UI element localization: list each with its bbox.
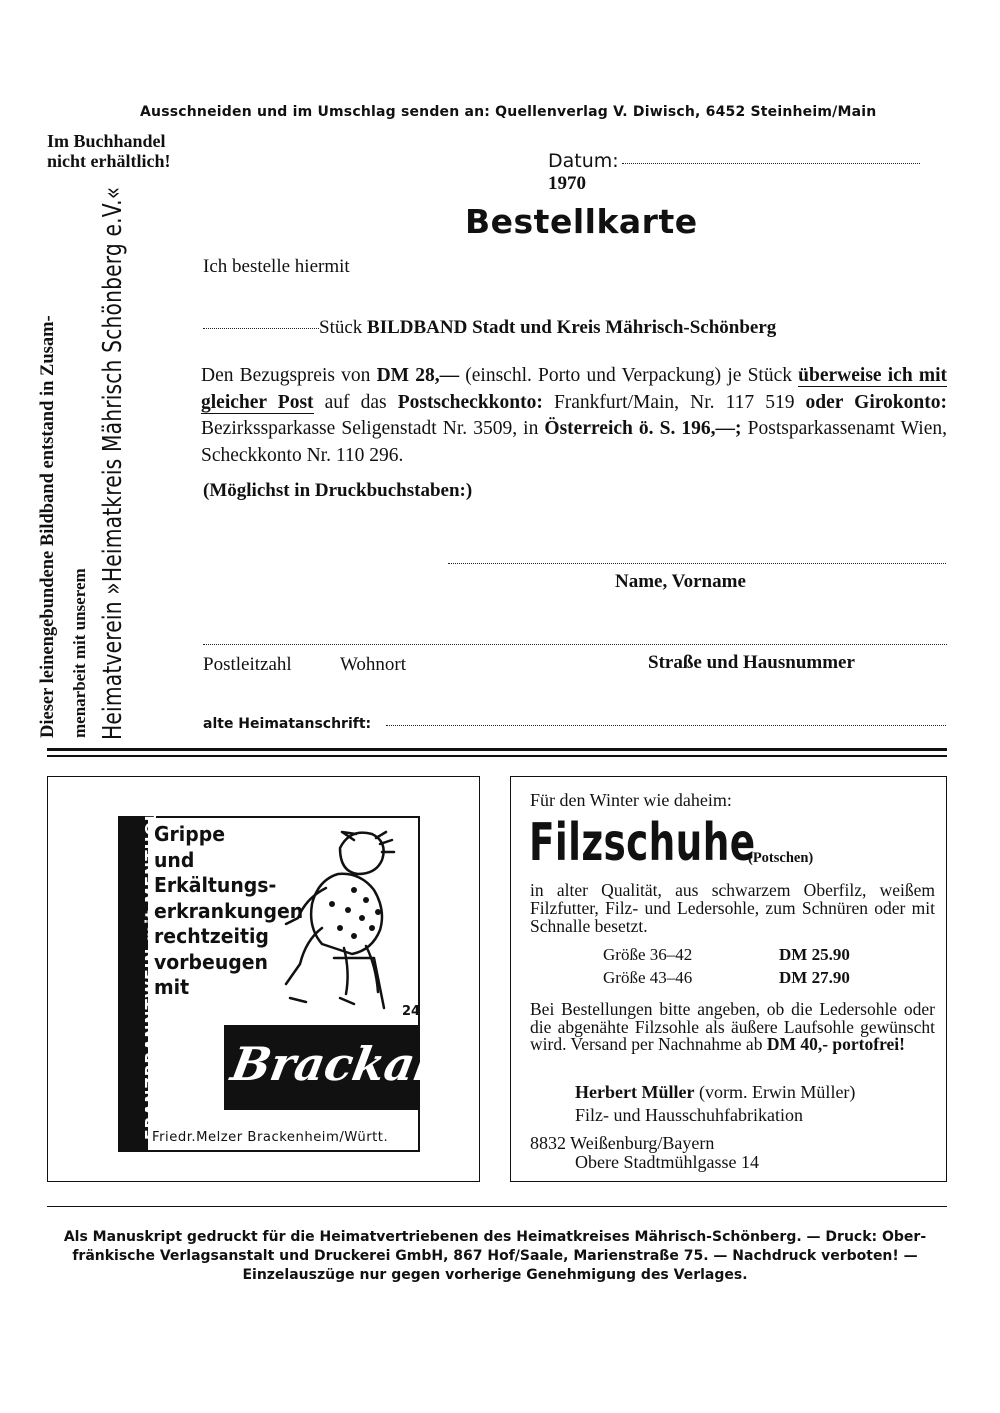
filzschuhe-ad [510,776,947,1182]
address-fill-line[interactable] [203,644,947,645]
name-label: Name, Vorname [615,571,746,592]
payment-text: Bezirkssparkasse Seligenstadt Nr. 3509, in [201,418,545,439]
quantity-line[interactable] [203,317,776,339]
price-2: DM 27.90 [779,968,850,987]
brackal-headline-line: Grippe [154,822,226,846]
payment-text: Den Bezugspreis von [201,365,377,386]
brackal-band-text: FRANZBRANNTWEIN mit MENTHOL [142,810,160,1140]
brackal-headline-line: erkrankungen [154,898,304,923]
giro-account-label: oder Girokonto: [805,391,947,413]
transfer-note: überweise ich mit gleicher Post [201,365,947,413]
not-available-line-2: nicht erhältlich! [47,151,171,171]
order-item: BILDBAND Stadt und Kreis Mährisch-Schönberg [367,317,777,338]
payment-text: auf das [313,391,398,413]
street-label: Straße und Hausnummer [648,652,855,673]
date-fill-line[interactable] [622,163,920,164]
payment-text: Frankfurt/Main, Nr. 117 519 [542,391,806,413]
filzschuhe-intro: Für den Winter wie daheim: [530,790,732,810]
free-shipping-note: DM 40,- portofrei! [766,1034,905,1054]
sick-person-illustration [270,818,420,1023]
footer-separator [47,1206,947,1207]
brackal-brand: Brackal [227,1037,437,1091]
print-hint: (Möglichst in Druckbuchstaben:) [203,480,473,501]
quantity-suffix: Stück [319,317,363,338]
name-fill-line[interactable] [448,563,946,564]
payment-text: (einschl. Porto und Verpackung) je Stück [459,365,799,386]
separator-thick [47,748,947,751]
company-type: Filz- und Hausschuhfabrikation [575,1105,803,1125]
quantity-fill-line[interactable] [203,328,319,329]
brackal-headline-line: rechtzeitig [154,924,269,948]
imprint-footer [55,1228,935,1285]
brackal-maker: Friedr.Melzer Brackenheim/Württ. [152,1130,389,1145]
side-text-line-1: Dieser leinengebundene Bildband entstand in Zusam- [38,315,58,738]
brackal-number: 24 [402,1004,421,1019]
city-label: Wohnort [340,654,407,675]
order-intro: Ich bestelle hiermit [203,256,350,277]
filzschuhe-subtitle: (Potschen) [748,850,814,866]
side-text-line-2: menarbeit mit unserem [70,568,89,738]
austria-price: Österreich ö. S. 196,—; [544,418,742,439]
brackal-headline-line: vorbeugen [154,949,268,974]
zip-label: Postleitzahl [203,654,292,675]
filzschuhe-title: Filzschuhe [529,813,756,873]
page-title: Bestellkarte [465,202,698,241]
old-address-fill-line[interactable] [386,725,946,726]
ordering-note-text: Bei Bestellungen bitte angeben, ob die Ledersohle oder die abgenähte Filzsohle als äußere Laufsohle gewünscht wird. Versand per Nachnahme ab [530,999,935,1054]
company-owner: Herbert Müller [575,1082,695,1102]
date-field[interactable] [548,150,948,195]
not-available-note [47,131,171,171]
send-address-note: Ausschneiden und im Umschlag senden an: Quellenverlag V. Diwisch, 6452 Steinheim/Main [140,104,877,120]
imprint-line-3: Einzelauszüge nur gegen vorherige Genehmigung des Verlages. [242,1267,748,1283]
size-range-1: Größe 36–42 [603,945,693,964]
date-year: 1970 [548,173,586,194]
brackal-headline-line: mit [154,975,190,999]
company-name [575,1082,855,1103]
brackal-logo [224,1025,437,1110]
postal-account-label: Postscheckkonto: [397,391,543,413]
brackal-headline-line: und [154,847,195,872]
imprint-line-1: Als Manuskript gedruckt für die Heimatvertriebenen des Heimatkreises Mährisch-Schönberg. — Druck: Ober- [63,1229,927,1245]
price-value: DM 28,— [376,365,460,386]
payment-text: Postsparkassenamt Wien, Scheckkonto Nr. 110 296. [201,418,948,466]
old-address-label: alte Heimatanschrift: [203,716,372,732]
company-city: 8832 Weißenburg/Bayern [530,1133,715,1153]
company-former-owner: (vorm. Erwin Müller) [694,1082,856,1102]
ordering-note [530,1001,935,1054]
size-range-2: Größe 43–46 [603,968,693,987]
payment-paragraph [201,363,947,469]
company-street: Obere Stadtmühlgasse 14 [575,1152,759,1172]
side-text-line-3: Heimatverein »Heimatkreis Mährisch Schönberg e.V.« [98,186,128,740]
not-available-line-1: Im Buchhandel [47,131,166,151]
separator-thin [47,755,947,757]
brackal-ad-panel [118,810,437,1152]
imprint-line-2: fränkische Verlagsanstalt und Druckerei GmbH, 867 Hof/Saale, Marienstraße 75. — Nachdruck verboten! — [72,1248,918,1264]
filzschuhe-description: in alter Qualität, aus schwarzem Oberfilz, weißem Filzfutter, Filz- und Ledersohle, zum Schnüren oder mit Schnalle besetzt. [530,880,935,936]
date-label: Datum: [548,150,619,172]
price-1: DM 25.90 [779,945,850,964]
brackal-headline-line: Erkältungs- [154,873,277,897]
